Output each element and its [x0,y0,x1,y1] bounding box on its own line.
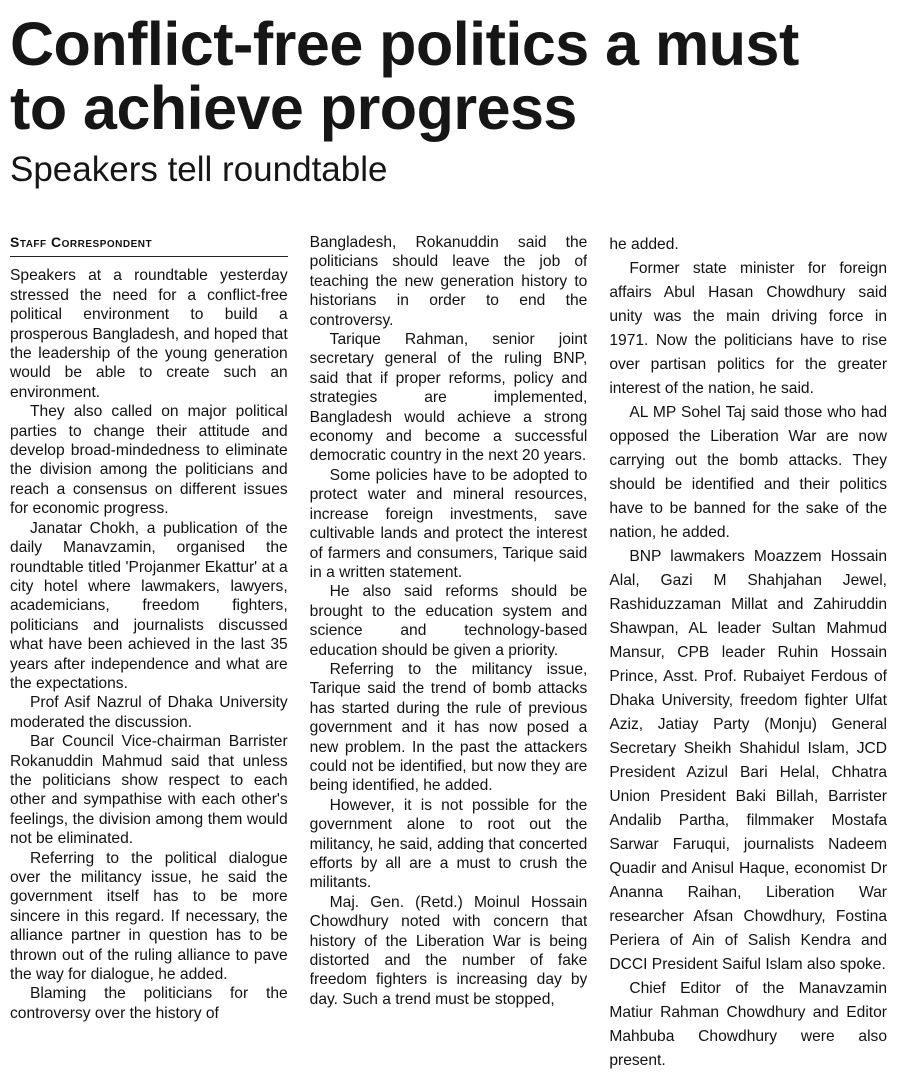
paragraph: They also called on major political parties to change their attitude and develop broad-mindedness to eliminate the division among the politicians and reach a consensus on different issues for economic progress. [10,403,288,518]
byline: Staff Correspondent [10,233,288,257]
paragraph: Referring to the militancy issue, Tarique said the trend of bomb attacks has started during the rule of previous government and it has now posed a new problem. In the past the attackers could not be identified, but now they are being identified, he added. [309,660,588,795]
paragraph: Former state minister for foreign affairs Abul Hasan Chowdhury said unity was the main driving force in 1971. Now the politicians have to rise over partisan politics for the greater interest of the nation, he said. [609,260,888,397]
article-body [10,233,887,1083]
paragraph: Tarique Rahman, senior joint secretary general of the ruling BNP, said that if proper reforms, policy and strategies are implemented, Bangladesh would achieve a strong economy and become a successful democratic country in the next 20 years. [309,331,588,465]
paragraph-continued: he added. [609,236,679,253]
headline-line-1: Conflict-free politics a must [10,10,799,78]
headline-line-2: to achieve progress [10,74,577,142]
paragraph: He also said reforms should be brought to the education system and science and technology-based education should be given a priority. [309,583,588,659]
paragraph: AL MP Sohel Taj said those who had opposed the Liberation War are now carrying out the bomb attacks. They should be identified and their politics have to be banned for the sake of the nation, he added. [609,404,888,541]
subheadline: Speakers tell roundtable [10,150,388,189]
paragraph: Bar Council Vice-chairman Barrister Rokanuddin Mahmud said that unless the politicians show respect to each other and sympathise with each other's feelings, the division among them would not be eliminated. [10,733,288,848]
paragraph: Referring to the political dialogue over the militancy issue, he said the government itself has to be more sincere in this regard. If necessary, the alliance partner in question has to be thrown out of the ruling alliance to pave the way for dialogue, he added. [10,849,288,984]
paragraph: Maj. Gen. (Retd.) Moinul Hossain Chowdhury noted with concern that history of the Liberation War is being distorted and the number of fake freedom fighters is increasing day by day. Such a trend must be stopped, [309,893,588,1008]
column-2 [310,233,588,1083]
paragraph: Janatar Chokh, a publication of the daily Manavzamin, organised the roundtable titled 'Projanmer Ekattur' at a city hotel where lawmakers, lawyers, academicians, freedom fighters, politicians and journalists discussed what have been achieved in the last 35 years after independence and what are the expectations. [10,519,288,692]
paragraph: Prof Asif Nazrul of Dhaka University moderated the discussion. [10,694,288,731]
column-1 [10,233,288,1083]
paragraph: Speakers at a roundtable yesterday stressed the need for a conflict-free political environment to build a prosperous Bangladesh, and hoped that the leadership of the young generation would be able to create such an environment. [10,267,288,401]
paragraph: Chief Editor of the Manavzamin Matiur Rahman Chowdhury and Editor Mahbuba Chowdhury were also present. [609,980,888,1069]
paragraph: Some policies have to be adopted to protect water and mineral resources, increase foreign investments, save cultivable lands and protect the interest of farmers and consumers, Tarique said in a written statement. [309,466,588,581]
column-3 [609,233,887,1083]
paragraph: BNP lawmakers Moazzem Hossain Alal, Gazi M Shahjahan Jewel, Rashiduzzaman Millat and Zahiruddin Shawpan, AL leader Sultan Mahmud Mansur, CPB leader Ruhin Hossain Prince, Asst. Prof. Rubaiyet Ferdous of Dhaka University, freedom fighter Ulfat Aziz, Jatiay Party (Monju) General Secretary Sheikh Shahidul Islam, JCD President Azizul Bari Helal, Chhatra Union President Baki Billah, Barrister Andalib Partha, filmmaker Mostafa Sarwar Faruqui, journalists Nadeem Quadir and Anisul Haque, economist Dr Ananna Raihan, Liberation War researcher Afsan Chowdhury, Fostina Periera of Ain of Salish Kendra and DCCI President Saiful Islam also spoke. [609,548,888,973]
paragraph-continued: Bangladesh, Rokanuddin said the politicians should leave the job of teaching the new generation history to historians in order to end the controversy. [309,234,588,329]
paragraph: However, it is not possible for the government alone to root out the militancy, he said, adding that concerted efforts by all are a must to crush the militants. [309,796,588,892]
headline [10,0,887,140]
paragraph: Blaming the politicians for the controversy over the history of [10,985,288,1022]
